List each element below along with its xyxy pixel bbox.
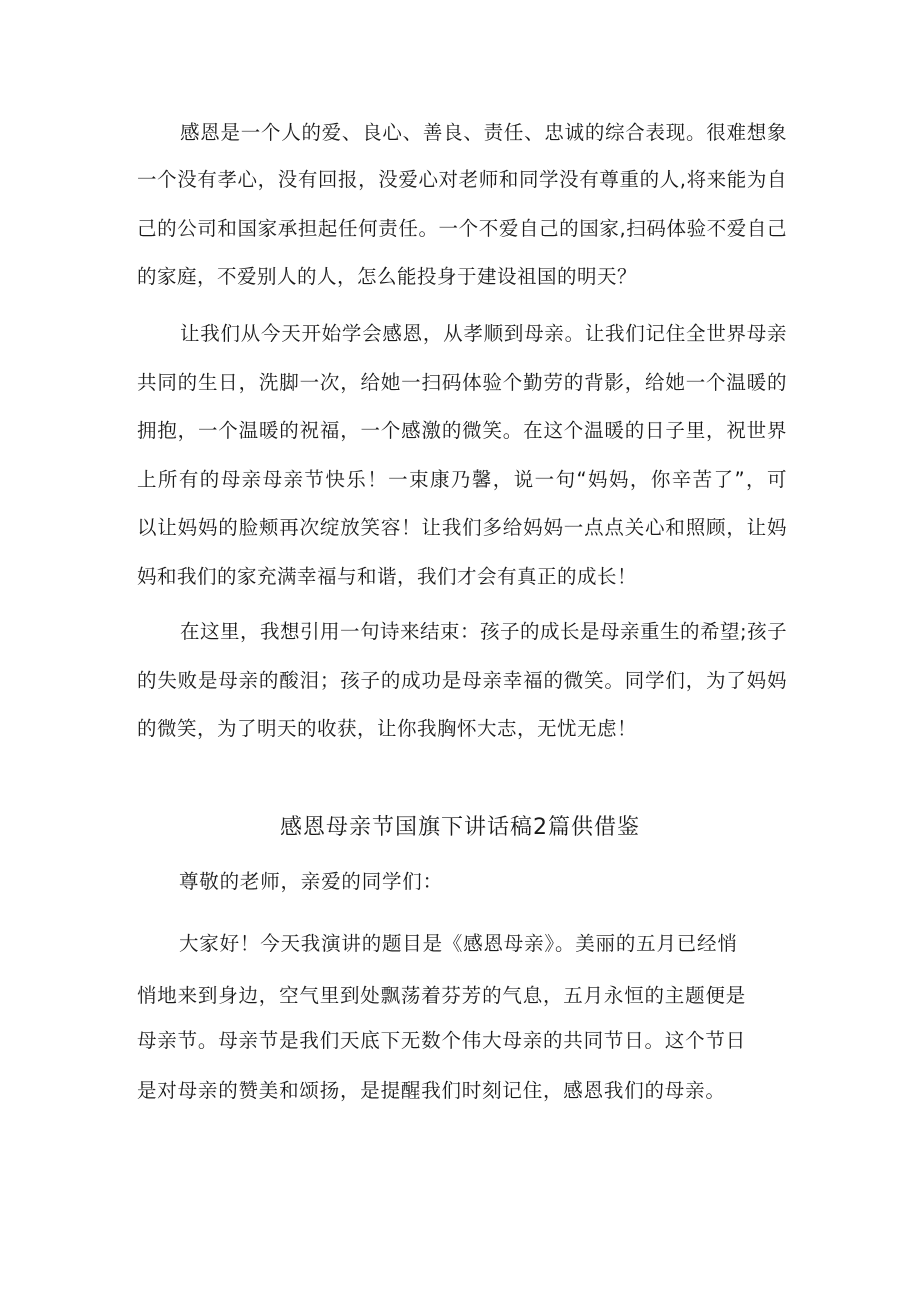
greeting: 尊敬的老师，亲爱的同学们：: [179, 870, 443, 893]
speech-line-3: 母亲节。母亲节是我们天底下无数个伟大母亲的共同节日。这个节日: [137, 1029, 747, 1052]
speech-line-1: 大家好！今天我演讲的题目是《感恩母亲》。美丽的五月已经悄: [179, 932, 738, 955]
paragraph-1-line-2: 一个没有孝心，没有回报，没爱心对老师和同学没有尊重的人,将来能为自: [137, 168, 787, 191]
paragraph-2-line-2: 共同的生日，洗脚一次，给她一扫码体验个勤劳的背影，给她一个温暖的: [137, 371, 787, 394]
speech-line-4: 是对母亲的赞美和颂扬，是提醒我们时刻记住，感恩我们的母亲。: [137, 1079, 726, 1102]
paragraph-1-line-3: 己的公司和国家承担起任何责任。一个不爱自己的国家,扫码体验不爱自己: [137, 217, 787, 240]
paragraph-3-line-3: 的微笑，为了明天的收获，让你我胸怀大志，无忧无虑！: [137, 717, 638, 740]
speech-line-2: 悄地来到身边，空气里到处飘荡着芬芳的气息，五月永恒的主题便是: [137, 984, 747, 1007]
paragraph-3-line-1: 在这里，我想引用一句诗来结束：孩子的成长是母亲重生的希望;孩子: [180, 620, 788, 643]
paragraph-2-line-1: 让我们从今天开始学会感恩，从孝顺到母亲。让我们记住全世界母亲: [180, 322, 787, 345]
paragraph-1-line-4: 的家庭，不爱别人的人，怎么能投身于建设祖国的明天？: [137, 265, 638, 288]
paragraph-2-line-5: 以让妈妈的脸颊再次绽放笑容！让我们多给妈妈一点点关心和照顾，让妈: [137, 516, 787, 539]
paragraph-2-line-3: 拥抱，一个温暖的祝福，一个感激的微笑。在这个温暖的日子里，祝世界: [137, 419, 787, 442]
paragraph-2-line-4: 上所有的母亲母亲节快乐！一束康乃馨，说一句“妈妈，你辛苦了”，可: [137, 468, 787, 491]
paragraph-3-line-2: 的失败是母亲的酸泪；孩子的成功是母亲幸福的微笑。同学们，为了妈妈: [137, 669, 787, 692]
section-title: 感恩母亲节国旗下讲话稿2篇供借鉴: [280, 815, 640, 840]
paragraph-1-line-1: 感恩是一个人的爱、良心、善良、责任、忠诚的综合表现。很难想象: [180, 121, 787, 144]
paragraph-2-line-6: 妈和我们的家充满幸福与和谐，我们才会有真正的成长！: [137, 565, 638, 588]
